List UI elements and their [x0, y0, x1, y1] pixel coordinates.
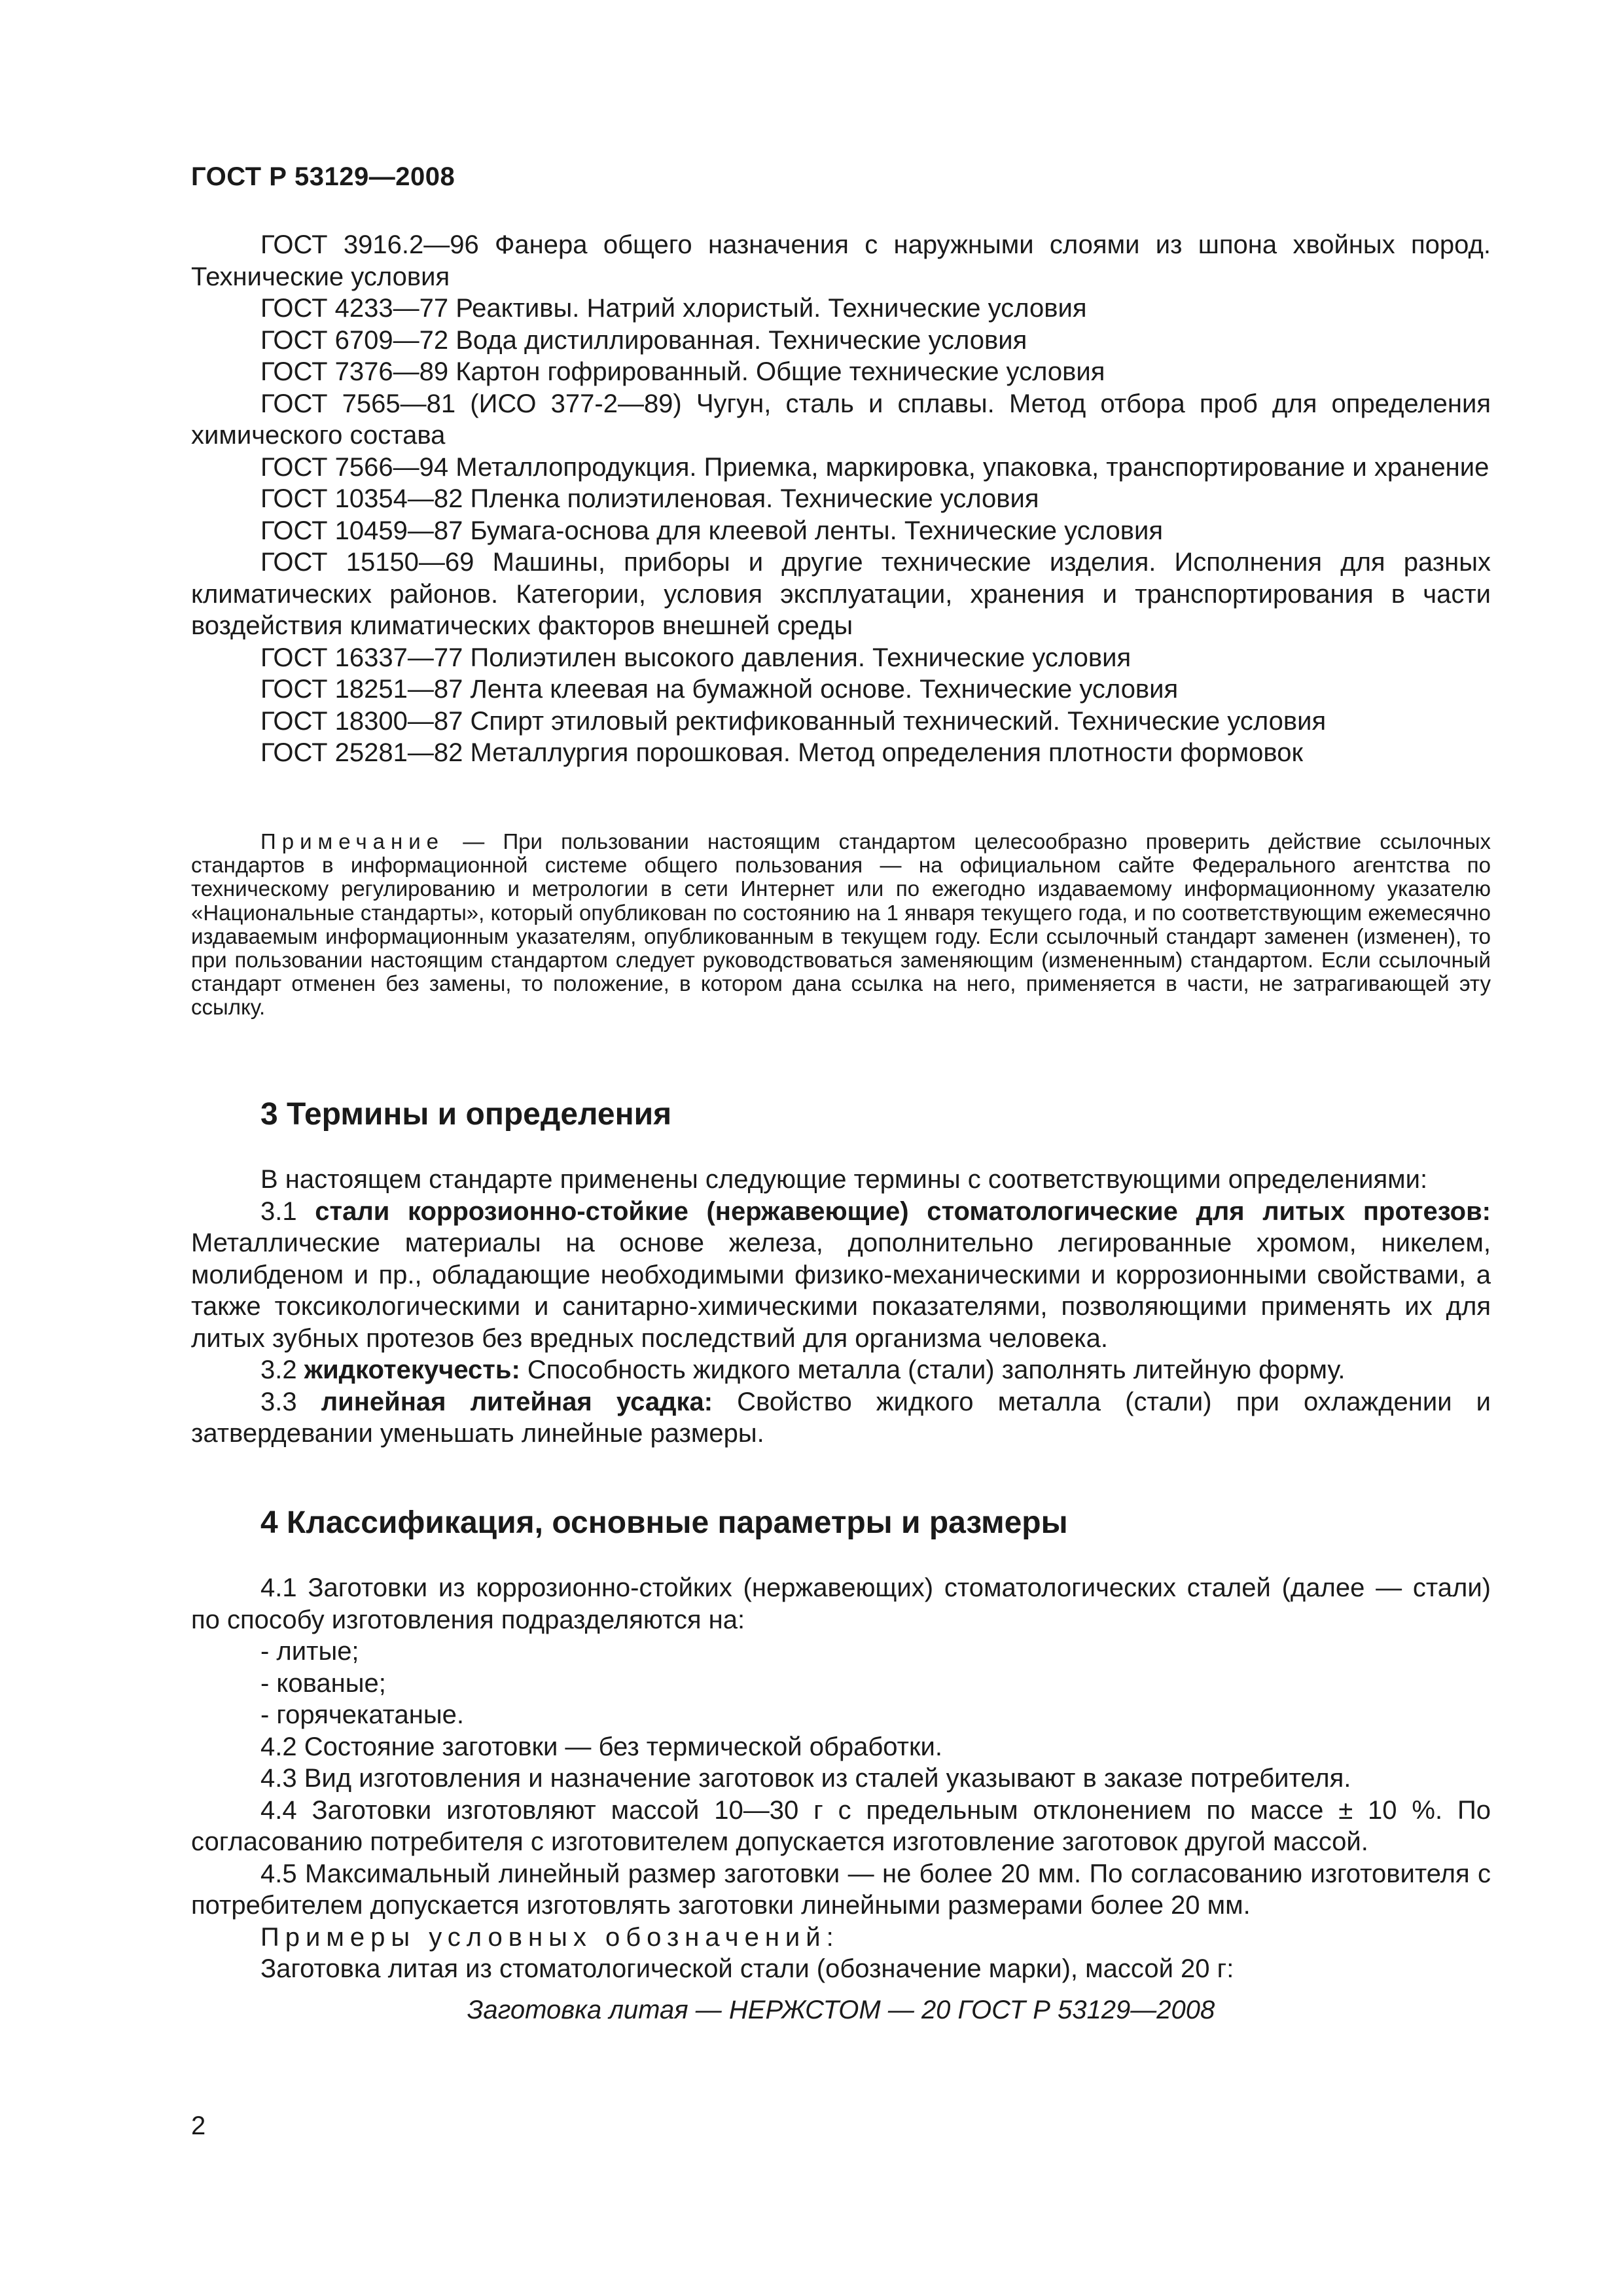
examples-label: Примеры условных обозначений: [260, 1922, 840, 1952]
reference-item: ГОСТ 18300—87 Спирт этиловый ректификованный технический. Технические условия [260, 706, 1327, 736]
reference-item: ГОСТ 18251—87 Лента клеевая на бумажной основе. Технические условия [260, 675, 1179, 704]
reference-item: ГОСТ 4233—77 Реактивы. Натрий хлористый. Технические условия [260, 294, 1087, 323]
reference-item: ГОСТ 10459—87 Бумага-основа для клеевой ленты. Технические условия [260, 516, 1163, 545]
example-designation: Заготовка литая — НЕРЖСТОМ — 20 ГОСТ Р 53129—2008 [467, 1995, 1215, 2024]
reference-item: ГОСТ 25281—82 Металлургия порошковая. Метод определения плотности формовок [260, 738, 1303, 767]
term-name: линейная литейная усадка: [321, 1387, 713, 1416]
term-definition: Металлические материалы на основе железа, дополнительно легированные хромом, никелем, молибденом и пр., обладающие необходимыми физико-механическими и коррозионными свойствами, а также токсикологическими и санитарно-химическими показателями, позволяющими применять их для литых зубных протезов без вредных последствий для организма человека. [191, 1229, 1491, 1353]
clause-4-1: 4.1 Заготовки из коррозионно-стойких (нержавеющих) стоматологических сталей (далее — стали) по способу изготовления подразделяются на: [191, 1573, 1491, 1634]
section-3-intro: В настоящем стандарте применены следующие термины с соответствующими определениями: [260, 1165, 1428, 1194]
section-4-heading: 4 Классификация, основные параметры и размеры [260, 1505, 1068, 1540]
list-item: - горячекатаные. [260, 1700, 464, 1729]
list-item: - литые; [260, 1637, 359, 1666]
normative-references-list [191, 229, 1491, 769]
term-number: 3.1 [260, 1196, 315, 1226]
term-3-1 [191, 1196, 1491, 1355]
term-definition: Свойство жидкого металла (стали) при охлаждении и затвердевании уменьшать линейные размеры. [191, 1387, 1491, 1448]
section-3-heading: 3 Термины и определения [260, 1097, 672, 1132]
note-text: — При пользовании настоящим стандартом целесообразно проверить действие ссылочных стандартов в информационной системе общего пользования — на официальном сайте Федерального агентства по техническому регулированию и метрологии в сети Интернет или по ежегодно издаваемому информационному указателю «Национальные стандарты», который опубликован по состоянию на 1 января текущего года, и по соответствующим ежемесячно издаваемым информационным указателям, опубликованным в текущем году. Если ссылочный стандарт заменен (изменен), то при пользовании настоящим стандартом следует руководствоваться заменяющим (измененным) стандартом. Если ссылочный стандарт отменен без замены, то положение, в котором дана ссылка на него, применяется в части, не затрагивающей эту ссылку. [191, 829, 1491, 1020]
document-id-header: ГОСТ Р 53129—2008 [191, 162, 455, 191]
term-3-2 [191, 1354, 1491, 1386]
term-3-3 [191, 1386, 1491, 1450]
reference-item: ГОСТ 16337—77 Полиэтилен высокого давления. Технические условия [260, 643, 1132, 672]
note-label: Примечание [260, 829, 445, 853]
section-4-body [191, 1572, 1491, 2026]
clause-4-4: 4.4 Заготовки изготовляют массой 10—30 г с предельным отклонением по массе ± 10 %. По согласованию потребителя с изготовителем допускается изготовление заготовок другой массой. [191, 1795, 1491, 1856]
page-number: 2 [191, 2111, 206, 2140]
term-name: стали коррозионно-стойкие (нержавеющие) стоматологические для литых протезов: [315, 1196, 1491, 1226]
reference-item: ГОСТ 15150—69 Машины, приборы и другие технические изделия. Исполнения для разных климатических районов. Категории, условия эксплуатации, хранения и транспортирования в части воздействия климатических факторов внешней среды [191, 548, 1491, 640]
reference-item: ГОСТ 7566—94 Металлопродукция. Приемка, маркировка, упаковка, транспортирование и хранение [260, 452, 1489, 482]
term-definition: Способность жидкого металла (стали) заполнять литейную форму. [520, 1355, 1346, 1384]
example-text: Заготовка литая из стоматологической стали (обозначение марки), массой 20 г: [260, 1954, 1234, 1983]
list-item: - кованые; [260, 1668, 386, 1698]
reference-item: ГОСТ 7565—81 (ИСО 377-2—89) Чугун, сталь и сплавы. Метод отбора проб для определения химического состава [191, 389, 1491, 450]
term-number: 3.2 [260, 1355, 304, 1384]
section-3-body [191, 1164, 1491, 1450]
term-name: жидкотекучесть: [304, 1355, 520, 1384]
clause-4-5: 4.5 Максимальный линейный размер заготовки — не более 20 мм. По согласованию изготовителя с потребителем допускается изготовлять заготовки линейными размерами более 20 мм. [191, 1859, 1491, 1920]
reference-item: ГОСТ 10354—82 Пленка полиэтиленовая. Технические условия [260, 484, 1039, 513]
references-note [191, 830, 1491, 1020]
clause-4-2: 4.2 Состояние заготовки — без термической обработки. [260, 1732, 942, 1761]
reference-item: ГОСТ 6709—72 Вода дистиллированная. Технические условия [260, 325, 1027, 355]
reference-item: ГОСТ 7376—89 Картон гофрированный. Общие технические условия [260, 357, 1105, 386]
reference-item: ГОСТ 3916.2—96 Фанера общего назначения с наружными слоями из шпона хвойных пород. Технические условия [191, 230, 1491, 291]
term-number: 3.3 [260, 1387, 321, 1416]
clause-4-3: 4.3 Вид изготовления и назначение заготовок из сталей указывают в заказе потребителя. [260, 1764, 1351, 1793]
